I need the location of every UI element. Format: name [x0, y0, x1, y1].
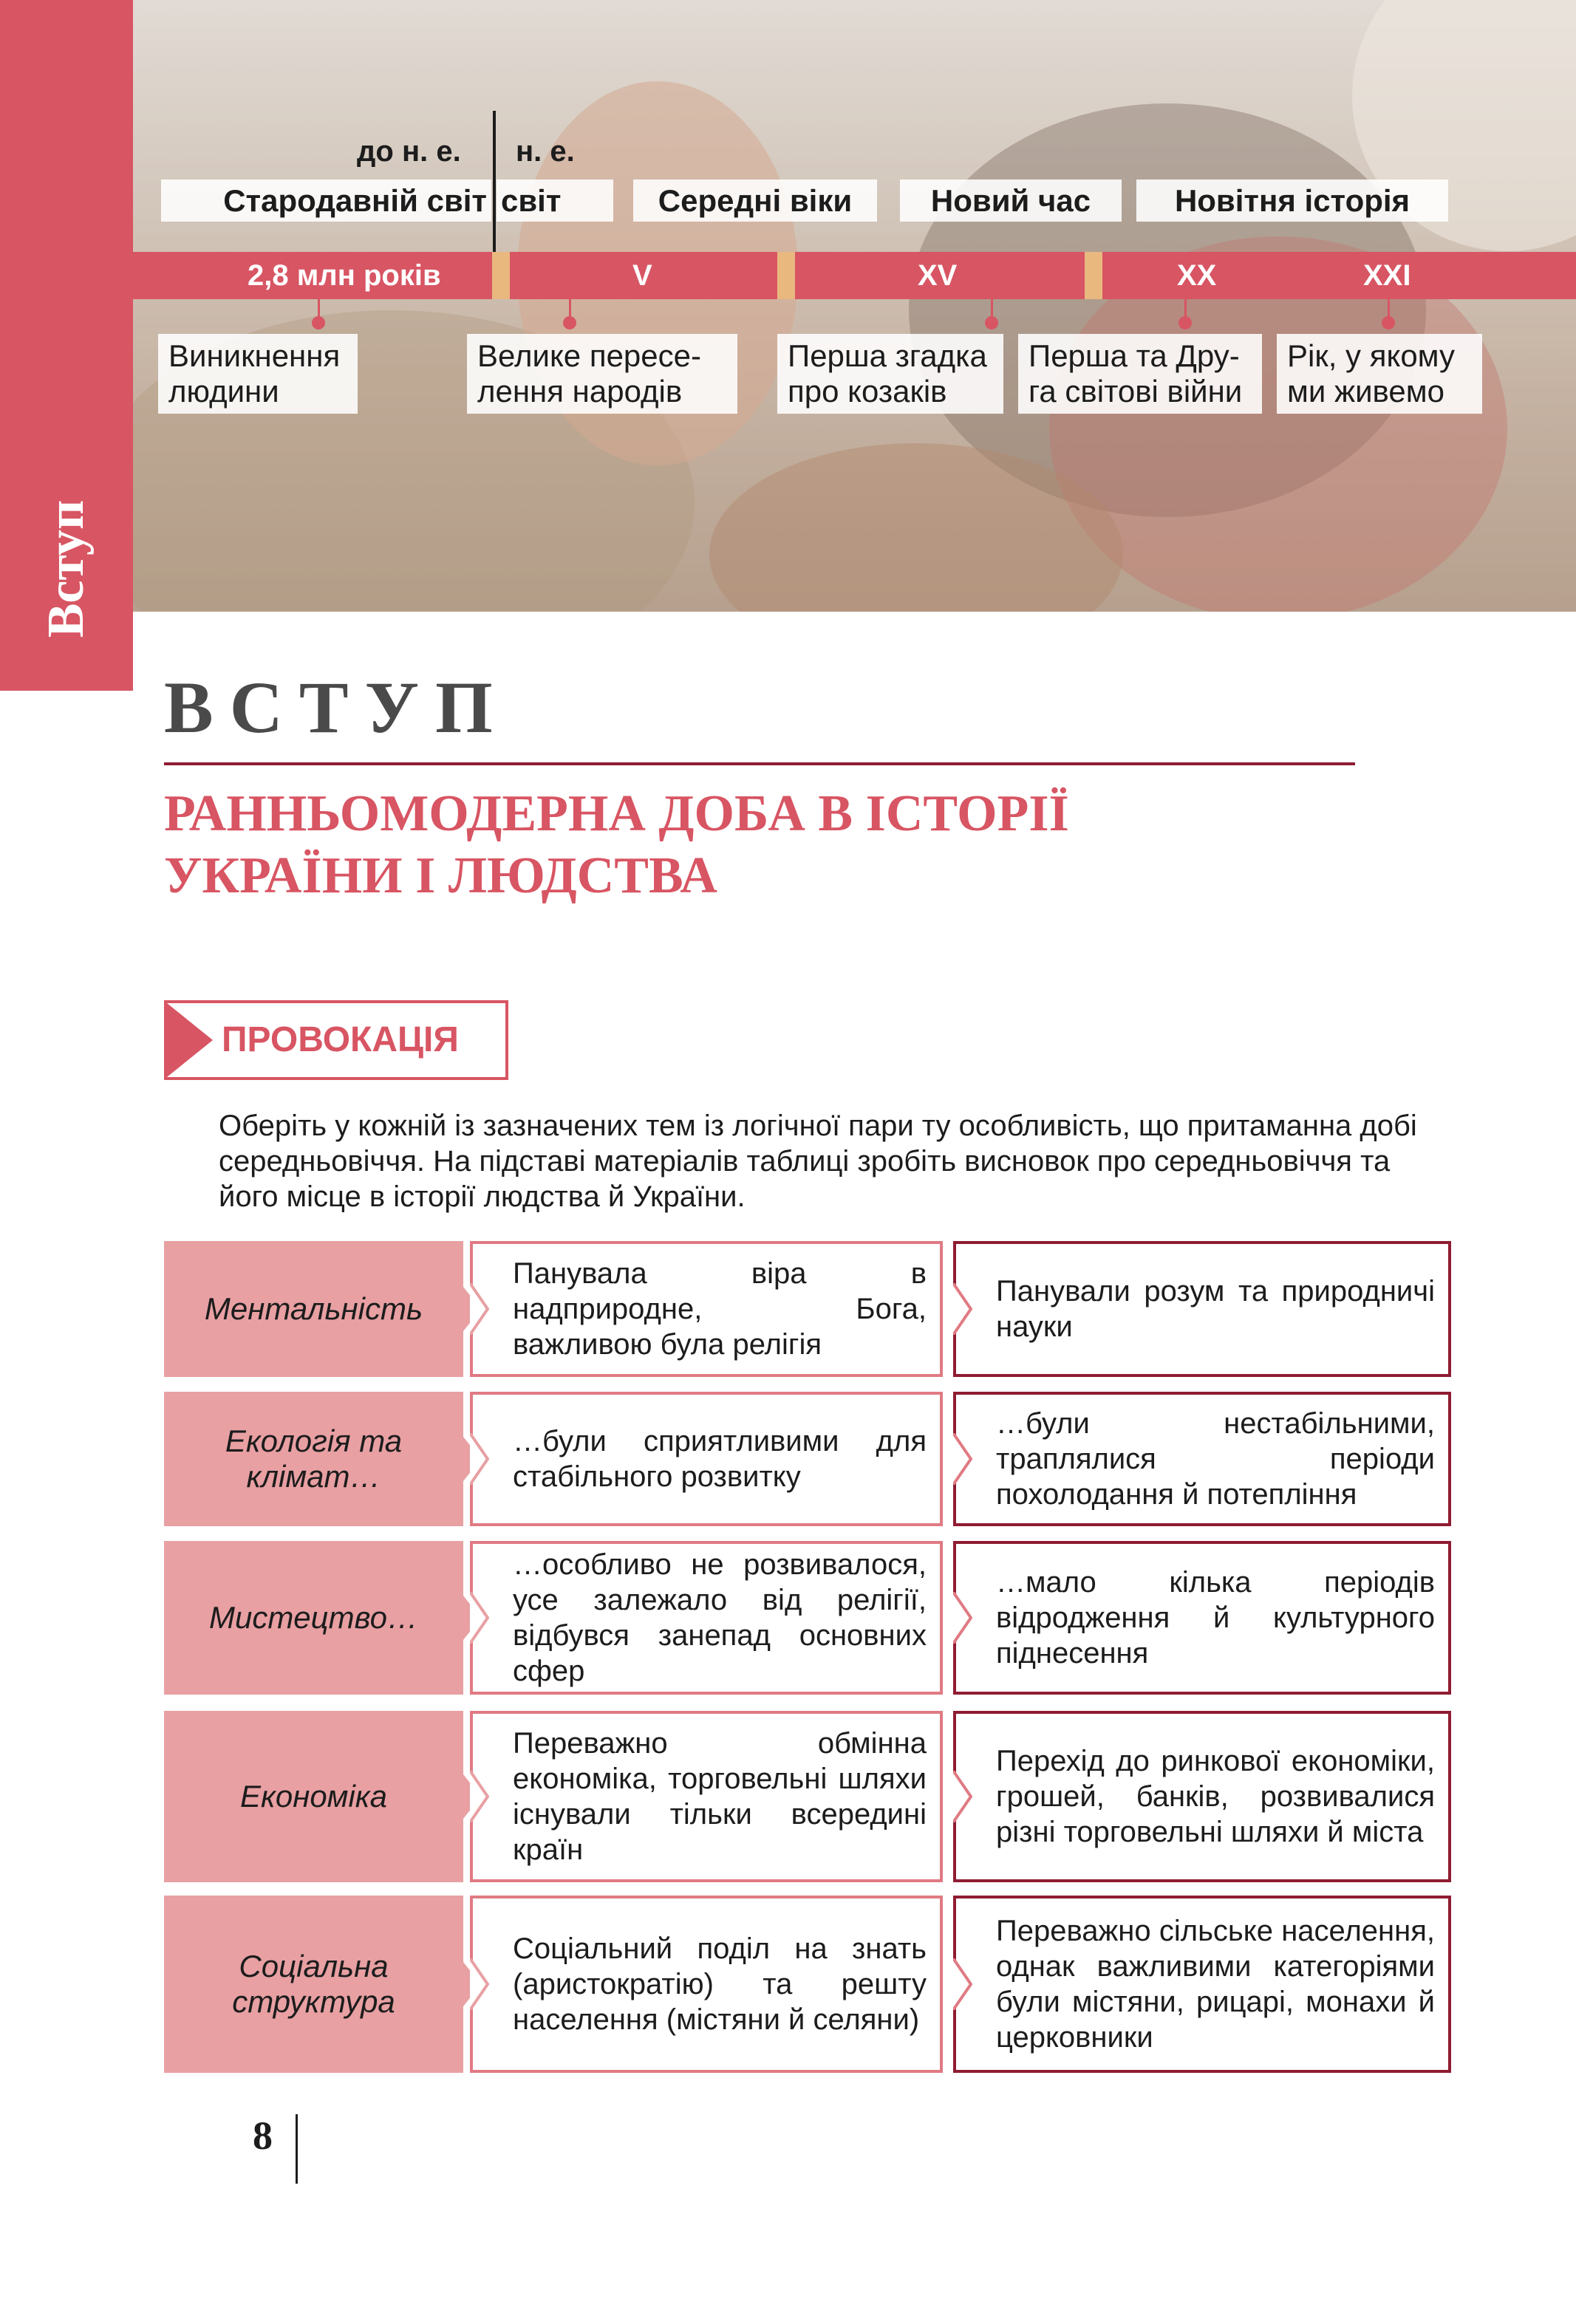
- topic-cell: Екологія та клімат…: [164, 1392, 463, 1526]
- timeline-event-world-wars: Перша та Дру- га світові війни: [1018, 334, 1262, 414]
- timeline-separator: [1085, 252, 1102, 299]
- chevron-right-icon: [470, 1592, 489, 1644]
- timeline-point: [312, 316, 325, 329]
- timeline-event-cossacks: Перша згадка про козаків: [777, 334, 1003, 414]
- table-row: [164, 1241, 1451, 1377]
- chevron-right-icon: [953, 1958, 972, 2010]
- timeline-point: [1178, 316, 1192, 329]
- page-number: 8: [253, 2113, 273, 2158]
- title-divider: [164, 762, 1355, 765]
- section-title: ВСТУП: [164, 666, 509, 748]
- option-b-cell[interactable]: …були нестабільними, траплялися періоди похолодання й потепління: [953, 1392, 1451, 1526]
- era-modern: Новий час: [900, 180, 1122, 222]
- timeline-point: [985, 316, 998, 329]
- timeline-marker: XX: [1177, 259, 1217, 292]
- provocation-heading: [164, 1000, 508, 1080]
- timeline-event-current-year: Рік, у якому ми живемо: [1277, 334, 1482, 414]
- provocation-label: ПРОВОКАЦІЯ: [222, 1020, 459, 1059]
- option-a-cell[interactable]: …були сприятливими для стабільного розвитку: [470, 1392, 943, 1526]
- chevron-right-icon: [470, 1958, 489, 2010]
- provocation-instructions: Оберіть у кожній із зазначених тем із логічної пари ту особливість, що притаманна добі середньовіччя. На підставі матеріалів таблиці зробіть висновок про середньовіччя та його місце в історії людства й України.: [219, 1110, 1417, 1213]
- option-a-cell[interactable]: Соціальний поділ на знать (аристократію) та решту населення (містяни й селяни): [470, 1896, 943, 2073]
- hero-painting: [133, 0, 1576, 612]
- timeline-point: [1382, 316, 1395, 329]
- timeline-marker: XV: [918, 259, 958, 292]
- side-tab-label: Вступ: [38, 499, 95, 638]
- chevron-right-icon: [470, 1283, 489, 1335]
- page-number-divider: [296, 2114, 298, 2184]
- play-arrow-icon: [167, 1003, 213, 1077]
- option-a-cell[interactable]: …особливо не розвивалося, усе залежало від релігії, відбувся занепад основних сфер: [470, 1541, 943, 1695]
- timeline-marker: 2,8 млн років: [248, 259, 441, 292]
- option-a-cell[interactable]: Переважно обмінна економіка, торговельні шляхи існували тільки всередині країн: [470, 1711, 943, 1882]
- chevron-right-icon: [470, 1433, 489, 1485]
- side-tab: [0, 0, 133, 691]
- section-subtitle: РАННЬОМОДЕРНА ДОБА В ІСТОРІЇ УКРАЇНИ І ЛЮДСТВА: [164, 785, 1069, 904]
- timeline-after-label: н. е.: [516, 135, 575, 168]
- table-row: [164, 1711, 1451, 1882]
- option-b-cell[interactable]: Переважно сільське населення, однак важливими категоріями були містяни, рицарі, монахи й церковники: [953, 1896, 1451, 2073]
- table-row: [164, 1541, 1451, 1695]
- era-ancient-cont: світ: [497, 180, 613, 222]
- era-middle-ages: Середні віки: [633, 180, 877, 222]
- option-b-cell[interactable]: Перехід до ринкової економіки, грошей, банків, розвивалися різні торговельні шляхи й міста: [953, 1711, 1451, 1882]
- timeline-divider: [493, 111, 496, 262]
- option-a-cell[interactable]: Панувала віра в надприродне, Бога, важливою була релігія: [470, 1241, 943, 1377]
- chevron-right-icon: [953, 1592, 972, 1644]
- timeline-marker: V: [632, 259, 652, 292]
- timeline-bar: [133, 252, 1576, 299]
- chevron-right-icon: [953, 1283, 972, 1335]
- timeline-event-human-origin: Виникнення людини: [158, 334, 358, 414]
- table-row: [164, 1896, 1451, 2073]
- topic-cell: Соціальна структура: [164, 1896, 463, 2073]
- option-b-cell[interactable]: Панували розум та природничі науки: [953, 1241, 1451, 1377]
- timeline-separator: [492, 252, 510, 299]
- topic-cell: Економіка: [164, 1711, 463, 1882]
- option-b-cell[interactable]: …мало кілька періодів відродження й культурного піднесення: [953, 1541, 1451, 1695]
- topic-cell: Ментальність: [164, 1241, 463, 1377]
- chevron-right-icon: [470, 1771, 489, 1822]
- era-ancient: Стародавній світ: [161, 180, 491, 222]
- timeline-point: [563, 316, 576, 329]
- timeline-separator: [777, 252, 795, 299]
- topic-cell: Мистецтво…: [164, 1541, 463, 1695]
- timeline-before-label: до н. е.: [357, 135, 461, 168]
- chevron-right-icon: [953, 1433, 972, 1485]
- table-row: [164, 1392, 1451, 1526]
- timeline-marker: XXI: [1363, 259, 1411, 292]
- era-contemporary: Новітня історія: [1136, 180, 1448, 222]
- timeline-event-migration: Велике пересе- лення народів: [467, 334, 737, 414]
- chevron-right-icon: [953, 1771, 972, 1822]
